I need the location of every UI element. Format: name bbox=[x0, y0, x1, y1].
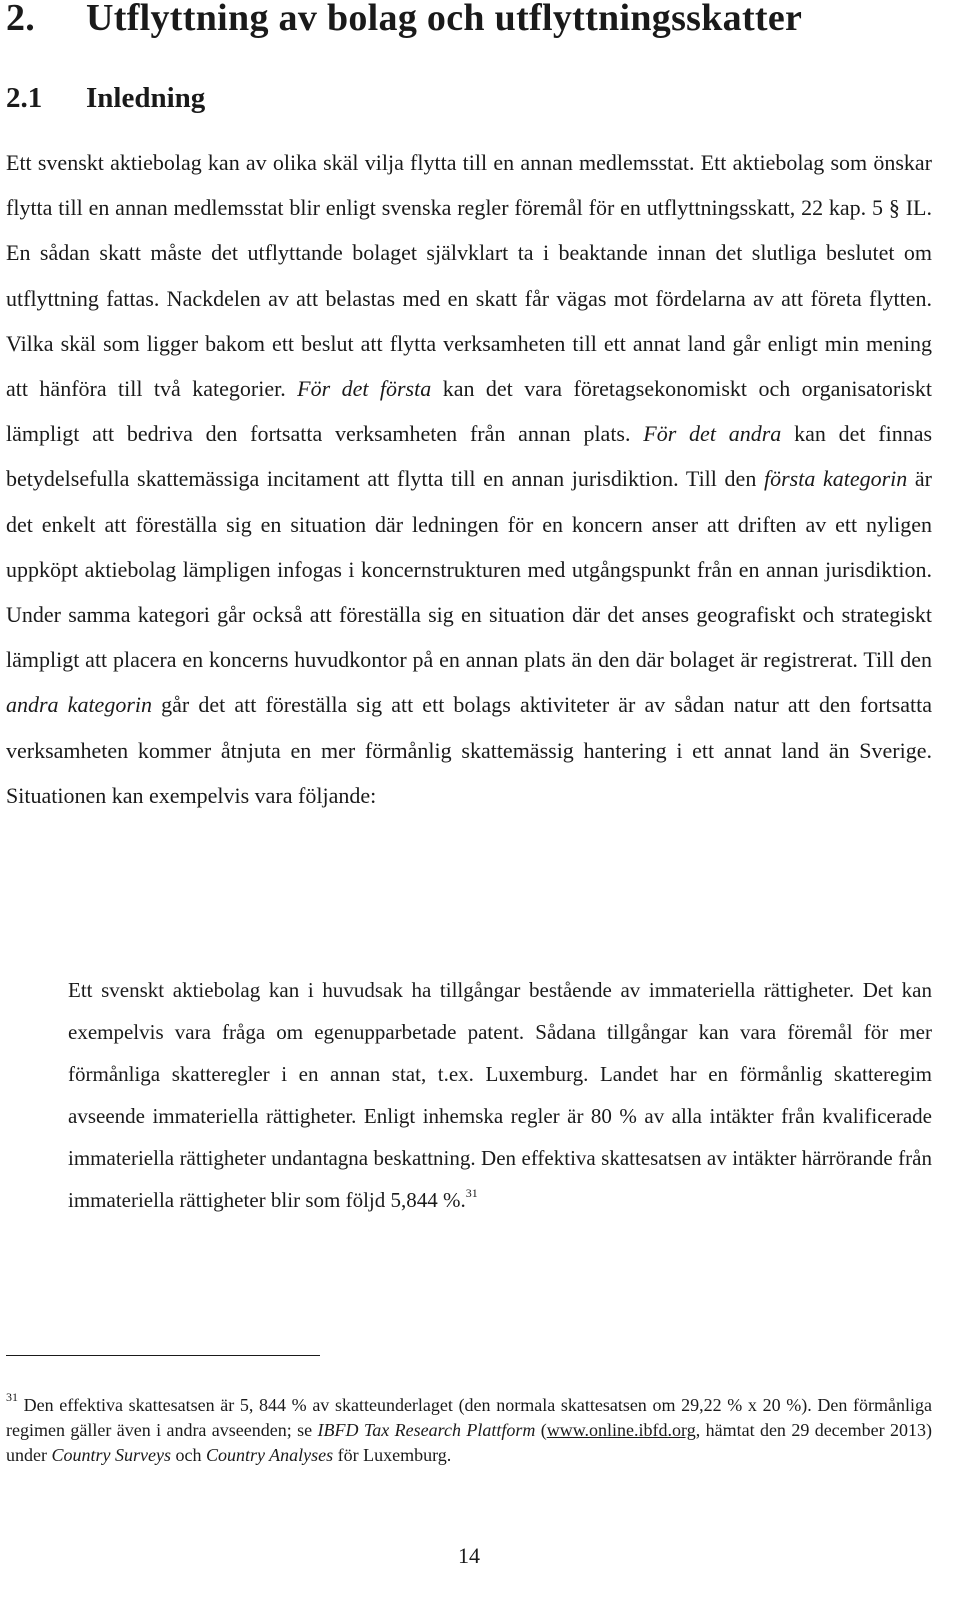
footnote-number: 31 bbox=[6, 1390, 18, 1404]
section-number: 2.1 bbox=[6, 82, 43, 114]
emphasis-text: För det första bbox=[297, 376, 432, 402]
body-paragraph bbox=[6, 140, 932, 818]
footnote-text: , hämtat den 29 december 2013) under bbox=[6, 1420, 933, 1465]
footnote-separator bbox=[6, 1355, 320, 1356]
footnote-emphasis: Country Surveys bbox=[51, 1445, 171, 1465]
footnote-text: och bbox=[175, 1445, 202, 1465]
quote-text: Ett svenskt aktiebolag kan i huvudsak ha tillgångar bestående av immateriella rättigheter. Det kan exempelvis vara fråga om egenupparbetade patent. Sådana tillgångar kan vara föremål för mer förmånliga skatteregler i en annan stat, t.ex. Luxemburg. Landet har en förmånlig skatteregim avseende immateriella rättigheter. Enligt inhemska regler är 80 % av alla intäkter från kvalificerade immateriella rättigheter undantagna beskattning. Den effektiva skattesatsen av intäkter härrörande från immateriella rättigheter blir som följd 5,844 %. bbox=[68, 978, 932, 1212]
section-title: Inledning bbox=[86, 82, 206, 114]
paragraph-text: går det att föreställa sig att ett bolags aktiviteter är av sådan natur att den fortsatta verksamheten kommer åtnjuta en mer förmånlig skattemässig hantering i ett annat land än Sverige. Situationen kan exempelvis vara följande: bbox=[6, 692, 932, 808]
footnote-text: ( bbox=[540, 1420, 547, 1440]
footnote-link[interactable]: www.online.ibfd.org bbox=[546, 1420, 696, 1440]
emphasis-text: För det andra bbox=[643, 421, 782, 447]
paragraph-text: kan det finnas betydelsefulla skattemässiga incitament att flytta till en annan jurisdiktion. Till den bbox=[6, 421, 933, 492]
footnote-text: för Luxemburg. bbox=[337, 1445, 452, 1465]
emphasis-text: första kategorin bbox=[763, 466, 908, 492]
emphasis-text: andra kategorin bbox=[6, 692, 152, 718]
block-quote bbox=[68, 969, 932, 1221]
footnote-emphasis: Country Analyses bbox=[205, 1445, 334, 1465]
footnote-text: Den effektiva skattesatsen är 5, 844 % av skatteunderlaget (den normala skattesatsen om 29,22 % x 20 %). Den förmånliga regimen gäller även i andra avseenden; se bbox=[6, 1395, 932, 1440]
chapter-title: Utflyttning av bolag och utflyttningsskatter bbox=[86, 0, 803, 39]
footnote-reference[interactable]: 31 bbox=[465, 1186, 478, 1200]
paragraph-text: är det enkelt att föreställa sig en situation där ledningen för en koncern anser att driften av ett nyligen uppköpt aktiebolag lämpligen infogas i koncernstrukturen med utgångspunkt från en annan jurisdiktion. Under samma kategori går också att föreställa sig en situation där det anses geografiskt och strategiskt lämpligt att placera en koncerns huvudkontor på en annan plats än den där bolaget är registrerat. Till den bbox=[6, 466, 933, 673]
page-number: 14 bbox=[458, 1543, 480, 1568]
footnote bbox=[6, 1390, 933, 1468]
section-heading bbox=[6, 82, 205, 115]
paragraph-text: Ett svenskt aktiebolag kan av olika skäl vilja flytta till en annan medlemsstat. Ett aktiebolag som önskar flytta till en annan medlemsstat blir enligt svenska regler föremål för en utflyttningsskatt, 22 kap. 5 § IL. En sådan skatt måste det utflyttande bolaget självklart ta i beaktande innan det slutliga beslutet om utflyttning fattas. Nackdelen av att belastas med en skatt får vägas mot fördelarna av att företa flytten. Vilka skäl som ligger bakom ett beslut att flytta verksamheten till ett annat land går enligt min mening att hänföra till två kategorier. bbox=[6, 150, 932, 402]
footnote-emphasis: IBFD Tax Research Plattform bbox=[317, 1420, 536, 1440]
chapter-number: 2. bbox=[6, 0, 36, 39]
paragraph-text: kan det vara företagsekonomiskt och organisatoriskt lämpligt att bedriva den fortsatta verksamheten från annan plats. bbox=[6, 376, 932, 447]
chapter-heading bbox=[6, 0, 802, 40]
